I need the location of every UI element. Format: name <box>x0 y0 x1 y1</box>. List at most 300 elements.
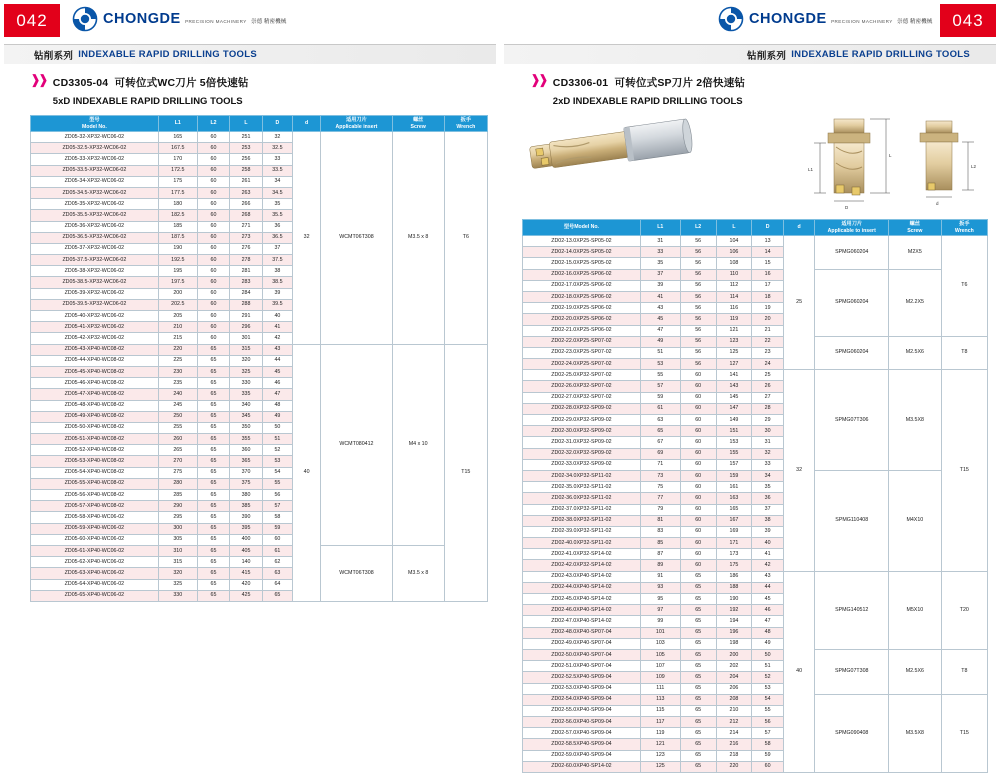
cell-l: 165 <box>716 504 752 515</box>
cell-d: 39 <box>262 288 292 299</box>
cell-l2: 65 <box>197 590 229 601</box>
cell-model: ZD05-39.5-XP32-WC06-02 <box>31 299 159 310</box>
cell-screw: M2X5 <box>889 236 942 270</box>
cell-insert: SPMG060204 <box>815 269 889 336</box>
dim-label-L2: L2 <box>971 164 977 169</box>
cell-insert: SPMG060204 <box>815 336 889 370</box>
cell-l: 320 <box>230 355 262 366</box>
cell-l1: 260 <box>158 434 197 445</box>
cell-insert: WCMT06T308 <box>321 132 392 345</box>
cell-l2: 56 <box>680 258 716 269</box>
cell-wrench: T20 <box>941 571 987 649</box>
cell-l: 163 <box>716 493 752 504</box>
cell-d: 58 <box>752 739 784 750</box>
cell-l2: 56 <box>680 325 716 336</box>
cell-l1: 85 <box>640 538 680 549</box>
cell-l: 204 <box>716 672 752 683</box>
cell-wrench: T15 <box>941 370 987 571</box>
cell-d: 19 <box>752 303 784 314</box>
cell-l2: 60 <box>680 426 716 437</box>
cell-l1: 290 <box>158 501 197 512</box>
cell-l1: 63 <box>640 415 680 426</box>
drill-tool-illustration <box>500 115 990 211</box>
cell-model: ZD05-53-XP40-WC08-02 <box>31 456 159 467</box>
cell-model: ZD05-33.5-XP32-WC06-02 <box>31 165 159 176</box>
cell-l2: 60 <box>680 448 716 459</box>
cell-insert: SPMG110408 <box>815 470 889 571</box>
cell-model: ZD02-32.0XP32-SP09-02 <box>523 448 641 459</box>
cell-l2: 60 <box>197 165 229 176</box>
cell-model: ZD05-36-XP32-WC06-02 <box>31 221 159 232</box>
cell-l1: 87 <box>640 549 680 560</box>
cell-model: ZD02-16.0XP25-SP06-02 <box>523 269 641 280</box>
cell-l: 301 <box>230 333 262 344</box>
cell-l: 284 <box>230 288 262 299</box>
cell-model: ZD02-60.0XP40-SP14-02 <box>523 761 641 772</box>
cell-l: 375 <box>230 478 262 489</box>
cell-l: 340 <box>230 400 262 411</box>
cell-model: ZD02-28.0XP32-SP09-02 <box>523 403 641 414</box>
cell-d: 50 <box>262 422 292 433</box>
cell-d: 29 <box>752 415 784 426</box>
cell-l1: 43 <box>640 303 680 314</box>
cell-l: 390 <box>230 512 262 523</box>
cell-l2: 65 <box>680 627 716 638</box>
section-title-en-right: 2xD INDEXABLE RAPID DRILLING TOOLS <box>552 96 743 107</box>
cell-model: ZD05-47-XP40-WC08-02 <box>31 389 159 400</box>
cell-l2: 60 <box>680 370 716 381</box>
spec-table-left-wrapper <box>0 115 500 602</box>
cell-l: 123 <box>716 336 752 347</box>
brand-wordmark-left <box>103 11 286 27</box>
cell-l1: 220 <box>158 344 197 355</box>
cell-l2: 65 <box>197 579 229 590</box>
cell-d: 56 <box>262 490 292 501</box>
cell-l1: 170 <box>158 154 197 165</box>
cell-l: 155 <box>716 448 752 459</box>
cell-model: ZD05-54-XP40-WC08-02 <box>31 467 159 478</box>
cell-l1: 93 <box>640 582 680 593</box>
cell-l1: 172.5 <box>158 165 197 176</box>
cell-model: ZD02-47.0XP40-SP14-02 <box>523 616 641 627</box>
cell-l1: 330 <box>158 590 197 601</box>
chongde-logo-icon <box>718 6 744 32</box>
page-number-right: 043 <box>940 4 996 37</box>
cell-l1: 51 <box>640 347 680 358</box>
cell-d-group: 25 <box>783 236 815 370</box>
cell-model: ZD05-46-XP40-WC08-02 <box>31 378 159 389</box>
cell-l1: 205 <box>158 311 197 322</box>
cell-l2: 56 <box>680 303 716 314</box>
cell-l1: 99 <box>640 616 680 627</box>
cell-model: ZD05-59-XP40-WC06-02 <box>31 523 159 534</box>
cell-d: 52 <box>752 672 784 683</box>
cell-l: 278 <box>230 255 262 266</box>
table-row <box>523 269 988 280</box>
cell-d: 44 <box>262 355 292 366</box>
cell-l: 283 <box>230 277 262 288</box>
cell-d: 42 <box>752 560 784 571</box>
cell-d: 53 <box>262 456 292 467</box>
cell-model: ZD05-33-XP32-WC06-02 <box>31 154 159 165</box>
cell-l2: 60 <box>680 515 716 526</box>
cell-l2: 65 <box>680 649 716 660</box>
cell-model: ZD05-35-XP32-WC06-02 <box>31 199 159 210</box>
cell-l: 125 <box>716 347 752 358</box>
cell-l1: 103 <box>640 638 680 649</box>
cell-l1: 75 <box>640 482 680 493</box>
cell-d: 39.5 <box>262 299 292 310</box>
cell-l2: 65 <box>680 582 716 593</box>
cell-model: ZD05-55-XP40-WC08-02 <box>31 478 159 489</box>
cell-d: 61 <box>262 545 292 556</box>
cell-l: 214 <box>716 728 752 739</box>
spec-table-left <box>30 115 488 602</box>
cell-model: ZD05-41-XP32-WC06-02 <box>31 322 159 333</box>
cell-model: ZD02-44.0XP40-SP14-02 <box>523 582 641 593</box>
cell-model: ZD05-62-XP40-WC06-02 <box>31 557 159 568</box>
cell-l1: 61 <box>640 403 680 414</box>
cell-l2: 60 <box>680 504 716 515</box>
cell-d: 40 <box>752 538 784 549</box>
cell-l1: 185 <box>158 221 197 232</box>
cell-l1: 270 <box>158 456 197 467</box>
cell-l1: 71 <box>640 459 680 470</box>
cell-l2: 65 <box>197 568 229 579</box>
cell-l: 159 <box>716 470 752 481</box>
cell-l1: 165 <box>158 132 197 143</box>
brand-wordmark-right <box>749 11 932 27</box>
cell-d: 45 <box>752 594 784 605</box>
cell-l1: 113 <box>640 694 680 705</box>
table-row <box>31 132 488 143</box>
cell-d-group: 32 <box>783 370 815 571</box>
cell-model: ZD05-61-XP40-WC06-02 <box>31 545 159 556</box>
chevron-right-icon: ❱❱ <box>30 72 46 87</box>
cell-d: 28 <box>752 403 784 414</box>
cell-wrench: T6 <box>941 236 987 337</box>
cell-l: 116 <box>716 303 752 314</box>
cell-d: 57 <box>262 501 292 512</box>
cell-l2: 65 <box>680 571 716 582</box>
cell-l1: 300 <box>158 523 197 534</box>
cell-d: 35.5 <box>262 210 292 221</box>
cell-l1: 215 <box>158 333 197 344</box>
cell-d: 25 <box>752 370 784 381</box>
cell-d: 14 <box>752 247 784 258</box>
cell-d: 54 <box>752 694 784 705</box>
cell-l: 271 <box>230 221 262 232</box>
col-insert: 适用刀片 Applicable to insert <box>815 220 889 236</box>
cell-l: 147 <box>716 403 752 414</box>
cell-d: 63 <box>262 568 292 579</box>
cell-l1: 180 <box>158 199 197 210</box>
cell-d: 60 <box>752 761 784 772</box>
cell-l1: 325 <box>158 579 197 590</box>
catalog-page-left <box>0 0 500 707</box>
cell-d: 43 <box>262 344 292 355</box>
cell-l2: 56 <box>680 347 716 358</box>
cell-l: 355 <box>230 434 262 445</box>
cell-l2: 60 <box>197 266 229 277</box>
cell-l2: 56 <box>680 280 716 291</box>
cell-model: ZD05-65-XP40-WC06-02 <box>31 590 159 601</box>
cell-l1: 285 <box>158 490 197 501</box>
col-d-lower: d <box>293 116 321 132</box>
cell-l: 127 <box>716 359 752 370</box>
cell-l1: 310 <box>158 545 197 556</box>
col-d-upper: D <box>752 220 784 236</box>
cell-l2: 65 <box>197 344 229 355</box>
cell-model: ZD02-34.0XP32-SP11-02 <box>523 470 641 481</box>
cell-l2: 60 <box>197 255 229 266</box>
cell-model: ZD02-58.5XP40-SP09-04 <box>523 739 641 750</box>
cell-l: 202 <box>716 661 752 672</box>
brand-sub-en-right: PRECISION MACHINERY <box>831 19 893 24</box>
cell-l2: 56 <box>680 236 716 247</box>
cell-l2: 60 <box>680 470 716 481</box>
cell-d-group: 32 <box>293 132 321 345</box>
cell-insert: SPMG140512 <box>815 571 889 649</box>
cell-d: 37 <box>752 504 784 515</box>
cell-wrench: T8 <box>941 649 987 694</box>
cell-l2: 60 <box>680 538 716 549</box>
cell-l: 218 <box>716 750 752 761</box>
cell-l: 190 <box>716 594 752 605</box>
cell-model: ZD02-20.0XP25-SP06-02 <box>523 314 641 325</box>
section-title-cn-right: 可转位式SP刀片 2倍快速钻 <box>614 77 746 89</box>
cell-d: 35 <box>262 199 292 210</box>
cell-model: ZD05-58-XP40-WC06-02 <box>31 512 159 523</box>
cell-l: 330 <box>230 378 262 389</box>
cell-l: 208 <box>716 694 752 705</box>
cell-l1: 255 <box>158 422 197 433</box>
cell-model: ZD05-57-XP40-WC08-02 <box>31 501 159 512</box>
cell-d: 42 <box>262 333 292 344</box>
cell-screw: M4X10 <box>889 470 942 571</box>
section-heading-right <box>500 73 1000 109</box>
cell-l2: 60 <box>197 199 229 210</box>
cell-l: 216 <box>716 739 752 750</box>
cell-l2: 65 <box>197 512 229 523</box>
cell-model: ZD05-51-XP40-WC08-02 <box>31 434 159 445</box>
cell-l2: 65 <box>197 501 229 512</box>
cell-l1: 53 <box>640 359 680 370</box>
cell-l1: 69 <box>640 448 680 459</box>
cell-insert: SPMG060204 <box>815 236 889 270</box>
cell-l2: 65 <box>197 389 229 400</box>
cell-d: 33 <box>752 459 784 470</box>
cell-d: 65 <box>262 590 292 601</box>
cell-screw: M4 x 10 <box>392 344 444 545</box>
cell-d: 43 <box>752 571 784 582</box>
cell-model: ZD02-18.0XP25-SP06-02 <box>523 291 641 302</box>
cell-model: ZD05-60-XP40-WC06-02 <box>31 534 159 545</box>
cell-model: ZD05-38.5-XP32-WC06-02 <box>31 277 159 288</box>
product-drawing <box>500 115 1000 211</box>
cell-l1: 230 <box>158 366 197 377</box>
cell-insert: WCMT080412 <box>321 344 392 545</box>
brand-sub-en-left: PRECISION MACHINERY <box>185 19 247 24</box>
cell-l: 296 <box>230 322 262 333</box>
cell-l1: 73 <box>640 470 680 481</box>
cell-d: 33.5 <box>262 165 292 176</box>
col-l2: L2 <box>680 220 716 236</box>
cell-l1: 65 <box>640 426 680 437</box>
cell-l: 263 <box>230 187 262 198</box>
cell-l2: 60 <box>197 288 229 299</box>
cell-l2: 65 <box>197 490 229 501</box>
col-wrench: 扳手 Wrench <box>444 116 487 132</box>
cell-l1: 57 <box>640 381 680 392</box>
cell-screw: M2.5X6 <box>889 336 942 370</box>
col-model: 型号 Model No. <box>31 116 159 132</box>
table-row <box>31 344 488 355</box>
cell-l: 281 <box>230 266 262 277</box>
cell-model: ZD02-42.0XP32-SP14-02 <box>523 560 641 571</box>
cell-d: 32 <box>262 132 292 143</box>
cell-l1: 177.5 <box>158 187 197 198</box>
cell-l1: 195 <box>158 266 197 277</box>
cell-model: ZD05-34-XP32-WC06-02 <box>31 176 159 187</box>
cell-model: ZD05-32-XP32-WC06-02 <box>31 132 159 143</box>
cell-d: 49 <box>752 638 784 649</box>
col-wrench: 扳手 Wrench <box>941 220 987 236</box>
cell-d: 17 <box>752 280 784 291</box>
cell-d-group: 40 <box>293 344 321 601</box>
series-title-cn-left: 钻削系列 <box>34 50 74 62</box>
cell-l1: 91 <box>640 571 680 582</box>
cell-d: 24 <box>752 359 784 370</box>
cell-d: 37 <box>262 243 292 254</box>
cell-d: 27 <box>752 392 784 403</box>
table-row <box>523 649 988 660</box>
col-l: L <box>716 220 752 236</box>
cell-d: 36 <box>752 493 784 504</box>
cell-l2: 65 <box>680 638 716 649</box>
cell-model: ZD05-34.5-XP32-WC06-02 <box>31 187 159 198</box>
cell-l1: 210 <box>158 322 197 333</box>
table-header-row <box>31 116 488 132</box>
cell-l2: 60 <box>197 277 229 288</box>
page-number-left: 042 <box>4 4 60 37</box>
cell-l2: 60 <box>197 311 229 322</box>
cell-l: 167 <box>716 515 752 526</box>
table-row <box>523 370 988 381</box>
cell-insert: SPMG090408 <box>815 694 889 772</box>
chevron-right-icon: ❱❱ <box>530 72 546 87</box>
cell-l: 400 <box>230 534 262 545</box>
cell-l: 200 <box>716 649 752 660</box>
cell-d: 32.5 <box>262 143 292 154</box>
cell-d: 22 <box>752 336 784 347</box>
cell-d: 54 <box>262 467 292 478</box>
brand-name-left: CHONGDE <box>103 11 181 27</box>
cell-d: 55 <box>752 705 784 716</box>
cell-model: ZD02-48.0XP40-SP07-04 <box>523 627 641 638</box>
cell-d: 59 <box>752 750 784 761</box>
cell-l2: 65 <box>197 355 229 366</box>
cell-l1: 47 <box>640 325 680 336</box>
cell-l1: 45 <box>640 314 680 325</box>
cell-l2: 60 <box>197 232 229 243</box>
cell-l: 145 <box>716 392 752 403</box>
cell-l1: 49 <box>640 336 680 347</box>
cell-l2: 65 <box>680 750 716 761</box>
cell-l2: 65 <box>197 422 229 433</box>
cell-d: 38.5 <box>262 277 292 288</box>
cell-screw: M2.2X5 <box>889 269 942 336</box>
chongde-logo-icon <box>72 6 98 32</box>
cell-l: 157 <box>716 459 752 470</box>
cell-l2: 65 <box>680 739 716 750</box>
spec-table-right <box>522 219 988 773</box>
cell-l2: 56 <box>680 336 716 347</box>
cell-d: 15 <box>752 258 784 269</box>
cell-l2: 60 <box>680 381 716 392</box>
cell-d: 13 <box>752 236 784 247</box>
cell-l1: 275 <box>158 467 197 478</box>
cell-l2: 60 <box>680 526 716 537</box>
cell-model: ZD05-43-XP40-WC08-02 <box>31 344 159 355</box>
cell-l: 315 <box>230 344 262 355</box>
cell-d: 64 <box>262 579 292 590</box>
cell-model: ZD02-54.0XP40-SP09-04 <box>523 694 641 705</box>
cell-l: 291 <box>230 311 262 322</box>
cell-l: 370 <box>230 467 262 478</box>
cell-d: 49 <box>262 411 292 422</box>
cell-l2: 56 <box>680 359 716 370</box>
cell-l2: 56 <box>680 247 716 258</box>
cell-model: ZD05-45-XP40-WC08-02 <box>31 366 159 377</box>
cell-l: 175 <box>716 560 752 571</box>
cell-l1: 31 <box>640 236 680 247</box>
cell-l2: 60 <box>197 187 229 198</box>
cell-l2: 65 <box>197 557 229 568</box>
cell-l: 173 <box>716 549 752 560</box>
cell-model: ZD02-43.0XP40-SP14-02 <box>523 571 641 582</box>
page-header-right <box>500 0 1000 44</box>
cell-d: 51 <box>752 661 784 672</box>
cell-l2: 65 <box>680 728 716 739</box>
cell-model: ZD02-19.0XP25-SP06-02 <box>523 303 641 314</box>
cell-d: 33 <box>262 154 292 165</box>
page-header-left <box>0 0 500 44</box>
cell-d: 56 <box>752 717 784 728</box>
cell-l2: 56 <box>680 269 716 280</box>
cell-l1: 59 <box>640 392 680 403</box>
brand-sub-cn-left: 崇德 精密機械 <box>251 19 287 25</box>
cell-l1: 37 <box>640 269 680 280</box>
cell-screw: M3.5X8 <box>889 694 942 772</box>
cell-l: 210 <box>716 705 752 716</box>
cell-l1: 235 <box>158 378 197 389</box>
cell-l1: 81 <box>640 515 680 526</box>
col-screw: 螺丝 Screw <box>392 116 444 132</box>
cell-l2: 60 <box>197 243 229 254</box>
cell-l2: 60 <box>680 493 716 504</box>
cell-l1: 225 <box>158 355 197 366</box>
cell-d: 34 <box>262 176 292 187</box>
cell-d: 26 <box>752 381 784 392</box>
cell-d: 20 <box>752 314 784 325</box>
cell-d: 38 <box>752 515 784 526</box>
cell-model: ZD02-36.0XP32-SP11-02 <box>523 493 641 504</box>
cell-l: 143 <box>716 381 752 392</box>
cell-l2: 65 <box>197 467 229 478</box>
cell-l: 141 <box>716 370 752 381</box>
cell-l1: 105 <box>640 649 680 660</box>
